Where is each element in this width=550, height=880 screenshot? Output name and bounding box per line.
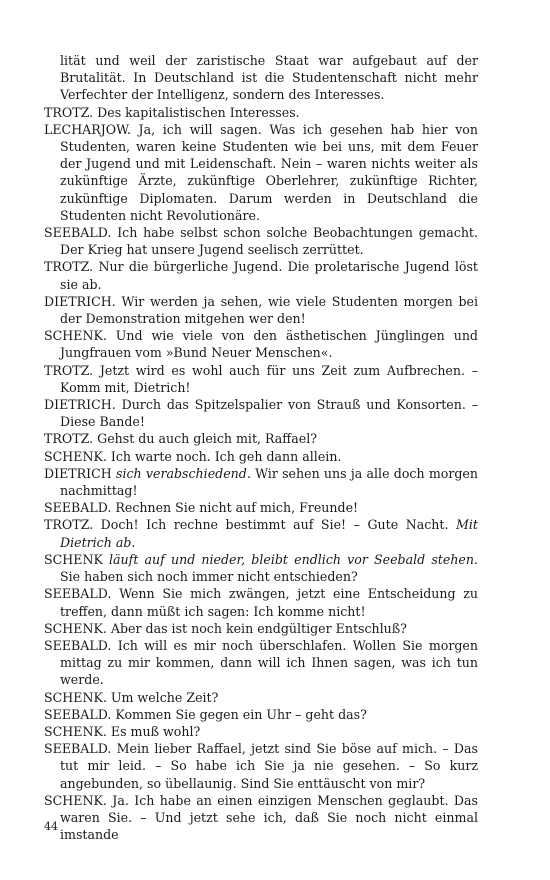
speaker-name: SCHENK — [44, 551, 103, 567]
dialogue-line — [44, 430, 478, 447]
dialogue-line — [44, 396, 478, 430]
speaker-name: SEEBALD. — [44, 225, 112, 241]
dialogue-text: Es muß wohl? — [106, 723, 201, 739]
speaker-name: TROTZ. — [44, 104, 94, 120]
dialogue-text: Ich will es mir noch überschlafen. Wollen Sie morgen mittag zu mir kommen, dann will ich Ihnen sagen, was ich tun werde. — [60, 637, 478, 688]
speaker-name: TROTZ. — [44, 431, 94, 447]
stage-direction: sich verabschiedend. — [111, 465, 251, 481]
dialogue-line — [44, 637, 478, 689]
dialogue-line — [44, 620, 478, 637]
dialogue-text: Sie haben sich noch immer nicht entschieden? — [60, 569, 358, 585]
speaker-name: SCHENK. — [44, 448, 107, 464]
dialogue-text: Und wie viele von den ästhetischen Jünglingen und Jungfrauen vom »Bund Neuer Menschen«. — [60, 328, 478, 361]
dialogue-text: Ich habe selbst schon solche Beobachtungen gemacht. Der Krieg hat unsere Jugend seelisch zerrüttet. — [60, 225, 478, 258]
dialogue-line — [44, 551, 478, 585]
speaker-name: TROTZ. — [44, 259, 94, 275]
speaker-name: DIETRICH. — [44, 397, 116, 413]
dialogue-text: Mein lieber Raffael, jetzt sind Sie böse auf mich. – Das tut mir leid. – So habe ich Sie ja nie gesehen. – So kurz angebunden, so übellaunig. Sind Sie enttäuscht von mir? — [60, 741, 478, 791]
speaker-name: SCHENK. — [44, 792, 107, 808]
dialogue-line — [44, 448, 478, 465]
dialogue-line — [44, 224, 478, 258]
dialogue-text: Ja. Ich habe an einen einzigen Menschen geglaubt. Das waren Sie. – Und jetzt sehe ich, daß Sie noch nicht einmal imstande — [60, 792, 478, 843]
dialogue-line — [44, 740, 478, 792]
speaker-name: SEEBALD. — [44, 500, 112, 516]
speaker-name: SCHENK. — [44, 723, 107, 739]
dialogue-line — [44, 516, 478, 550]
speaker-name: SEEBALD. — [44, 706, 112, 722]
dialogue-line — [44, 327, 478, 361]
speaker-name: SCHENK. — [44, 620, 107, 636]
dialogue-text: Gehst du auch gleich mit, Raffael? — [93, 431, 317, 447]
dialogue-line — [44, 792, 478, 844]
speaker-name: TROTZ. — [44, 362, 94, 378]
dialogue-line — [44, 293, 478, 327]
speaker-name: SCHENK. — [44, 328, 107, 344]
dialogue-text: Durch das Spitzelspalier von Strauß und Konsorten. – Diese Bande! — [60, 397, 478, 430]
dialogue-text: Wir sehen uns ja alle doch morgen nachmittag! — [60, 465, 478, 499]
speaker-name: TROTZ. — [44, 517, 94, 533]
dialogue-text: Wir werden ja sehen, wie viele Studenten morgen bei der Demonstration mitgehen wer den! — [60, 293, 478, 327]
play-text — [44, 52, 478, 843]
speaker-name: SEEBALD. — [44, 586, 112, 602]
dialogue-text: Ja, ich will sagen. Was ich gesehen hab hier von Studenten, waren keine Studenten wie bei uns, mit dem Feuer der Jugend und mit Leidenschaft. Nein – waren nichts weiter als zukünftige Ärzte, zukünftige Oberlehrer, zukünftige Richter, zukünftige Diplomaten. Darum werden in Deutschland die Studenten nicht Revolutionäre. — [60, 121, 478, 223]
dialogue-text: Um welche Zeit? — [106, 689, 219, 705]
speaker-name: SEEBALD. — [44, 637, 112, 653]
dialogue-line — [44, 499, 478, 516]
dialogue-text: Rechnen Sie nicht auf mich, Freunde! — [111, 500, 359, 516]
dialogue-line — [44, 723, 478, 740]
dialogue-text: Ich warte noch. Ich geh dann allein. — [106, 448, 342, 464]
dialogue-line — [44, 104, 478, 121]
speaker-name: SCHENK. — [44, 689, 107, 705]
dialogue-line — [44, 52, 478, 104]
dialogue-text: Doch! Ich rechne bestimmt auf Sie! – Gute Nacht. — [93, 517, 449, 533]
stage-direction: läuft auf und nieder, bleibt endlich vor Seebald stehen. — [102, 551, 478, 567]
stage-direction: Mit Dietrich ab. — [60, 517, 478, 550]
dialogue-text: Nur die bürgerliche Jugend. Die proletarische Jugend löst sie ab. — [60, 259, 478, 292]
speaker-name: LECHARJOW. — [44, 121, 131, 137]
speaker-name: DIETRICH — [44, 465, 112, 481]
dialogue-text: lität und weil der zaristische Staat war aufgebaut auf der Brutalität. In Deutschland ist die Studentenschaft nicht mehr Verfechter der Intelligenz, sondern des Interesses. — [60, 53, 478, 103]
dialogue-line — [44, 258, 478, 292]
dialogue-line — [44, 465, 478, 499]
dialogue-line — [44, 121, 478, 224]
speaker-name: SEEBALD. — [44, 741, 112, 757]
page-number: 44 — [44, 820, 58, 833]
dialogue-text: Wenn Sie mich zwängen, jetzt eine Entscheidung zu treffen, dann müßt ich sagen: Ich komme nicht! — [60, 586, 478, 619]
dialogue-text: Jetzt wird es wohl auch für uns Zeit zum Aufbrechen. – Komm mit, Dietrich! — [60, 362, 478, 395]
dialogue-line — [44, 706, 478, 723]
dialogue-text: Aber das ist noch kein endgültiger Entschluß? — [106, 620, 407, 636]
dialogue-line — [44, 585, 478, 619]
dialogue-line — [44, 689, 478, 706]
dialogue-line — [44, 362, 478, 396]
speaker-name: DIETRICH. — [44, 293, 116, 309]
dialogue-text: Des kapitalistischen Interesses. — [93, 104, 300, 120]
dialogue-text: Kommen Sie gegen ein Uhr – geht das? — [111, 706, 367, 722]
